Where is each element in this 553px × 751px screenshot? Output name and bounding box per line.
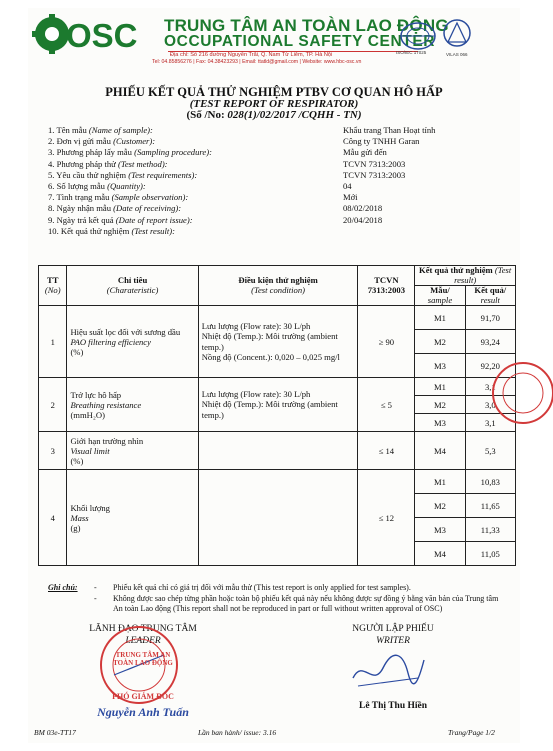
- col-result: Kết quả thử nghiệm (Test result): [415, 266, 516, 286]
- info-value: Mẫu gửi đến: [343, 147, 387, 158]
- row-sample: M4: [415, 432, 465, 470]
- iso-cert-icon: [400, 22, 436, 50]
- row-result: 93,24: [465, 330, 515, 354]
- row-result: 91,70: [465, 306, 515, 330]
- info-label-en: (Date of report issue):: [115, 214, 193, 225]
- col-tcvn: TCVN 7313:2003: [358, 266, 415, 306]
- row-result: 5,3: [465, 432, 515, 470]
- row-sample: M3: [415, 414, 465, 432]
- bullet-icon: -: [94, 594, 97, 603]
- info-row: [48, 147, 448, 158]
- row-result: 92,20: [465, 354, 515, 378]
- row-sample: M2: [415, 396, 465, 414]
- side-stamp: [485, 358, 553, 428]
- info-row: [48, 170, 448, 181]
- row-condition: Lưu lượng (Flow rate): 30 L/ph Nhiệt độ (Temp.): Môi trường (ambient temp.) Nồng độ (Concent.): 0,020 – 0,025 mg/l: [198, 306, 358, 378]
- row-sample: M1: [415, 378, 465, 396]
- sample-info-list: [48, 125, 448, 237]
- report-page: [28, 8, 520, 743]
- writer-signature: [348, 648, 428, 693]
- bullet-icon: -: [94, 583, 97, 592]
- row-condition: [198, 432, 358, 470]
- row-result: 3,0: [465, 396, 515, 414]
- row-sample: M2: [415, 494, 465, 518]
- row-tcvn: ≤ 14: [358, 432, 415, 470]
- row-tt: 4: [39, 470, 67, 566]
- info-label-en: (Date of receiving):: [113, 203, 182, 214]
- report-number-value: 028(1)/02/2017 /CQHH - TN): [227, 109, 362, 121]
- row-tcvn: ≤ 5: [358, 378, 415, 432]
- info-row: [48, 159, 448, 170]
- info-label: 7. Tình trạng mẫu: [48, 192, 110, 203]
- row-sample: M2: [415, 330, 465, 354]
- info-row: [48, 203, 448, 214]
- info-label-en: (Test requirements):: [128, 169, 198, 180]
- info-value: Khẩu trang Than Hoạt tính: [343, 125, 436, 135]
- row-sample: M4: [415, 542, 465, 566]
- info-label: 4. Phương pháp thử: [48, 158, 116, 169]
- row-item: Khối lượng Mass (g): [67, 470, 198, 566]
- row-tcvn: ≥ 90: [358, 306, 415, 378]
- info-label-en: (Test method):: [117, 158, 168, 169]
- info-row: [48, 226, 448, 237]
- info-label: 5. Yêu cầu thử nghiệm: [48, 169, 127, 180]
- row-tt: 3: [39, 432, 67, 470]
- row-item: Hiệu suất lọc đối với sương dầu PAO filtering efficiency (%): [67, 306, 198, 378]
- info-row: [48, 215, 448, 226]
- info-label: 9. Ngày trả kết quả: [48, 214, 114, 225]
- footer-issue: Lần ban hành/ issue: 3.16: [198, 728, 277, 737]
- org-name: TRUNG TÂM AN TOÀN LAO ĐỘNG: [164, 16, 449, 35]
- table-row: [39, 432, 516, 470]
- row-result: 11,05: [465, 542, 515, 566]
- logo-text: OSC: [66, 17, 138, 54]
- note-1: Phiếu kết quả chỉ có giá trị đối với mẫu thử (This test report is only applied for test samples).: [113, 583, 411, 592]
- row-result: 3,1: [465, 414, 515, 432]
- col-value: Kết quả/ result: [465, 286, 515, 306]
- org-contact: Tel: 04.85856276 | Fax: 04.38423293 | Email: ttatld@gmail.com | Website: www.hbc-osc.vn: [152, 59, 362, 65]
- leader-role: PHÓ GIÁM ĐỐC: [112, 692, 174, 701]
- col-item: Chỉ tiêu (Charateristic): [67, 266, 198, 306]
- col-tt: TT (No): [39, 266, 67, 306]
- row-sample: M1: [415, 306, 465, 330]
- info-value: TCVN 7313:2003: [343, 169, 406, 180]
- info-label-en: (Sampling procedure):: [134, 147, 212, 158]
- row-tt: 2: [39, 378, 67, 432]
- info-value: Công ty TNHH Garan: [343, 136, 420, 147]
- info-value: 20/04/2018: [343, 214, 383, 225]
- info-row: [48, 181, 448, 192]
- results-table: [38, 265, 516, 566]
- row-sample: M3: [415, 518, 465, 542]
- leader-name: Nguyễn Anh Tuấn: [97, 705, 189, 719]
- row-tt: 1: [39, 306, 67, 378]
- info-label-en: (Customer):: [113, 136, 156, 147]
- info-label: 1. Tên mẫu: [48, 125, 87, 135]
- info-label-en: (Sample observation):: [111, 192, 189, 203]
- row-result: 10,83: [465, 470, 515, 494]
- info-row: [48, 125, 448, 136]
- cert1-label: ISO/IEC 17025: [396, 50, 427, 55]
- row-result: 3,1: [465, 378, 515, 396]
- stamp-text: TRUNG TÂM AN TOÀN LAO ĐỘNG: [113, 651, 173, 667]
- osc-logo: [32, 14, 162, 54]
- info-row: [48, 192, 448, 203]
- table-row: [39, 306, 516, 330]
- info-value: 04: [343, 180, 352, 191]
- leader-title-en: LEADER: [125, 636, 161, 646]
- info-value: Mới: [343, 192, 358, 203]
- info-label: 6. Số lượng mẫu: [48, 180, 105, 191]
- row-item: Trở lực hô hấp Breathing resistance (mmH₂O): [67, 378, 198, 432]
- note-2: Không được sao chép từng phần hoặc toàn bộ phiếu kết quả này nếu không được sự đồng ý bằng văn bản của Trung tâm An toàn Lao động (This report shall not be reproduced in part or full without written approval of OSC): [113, 594, 499, 613]
- footer-page: Trang/Page 1/2: [448, 728, 495, 737]
- writer-title: NGƯỜI LẬP PHIẾU: [352, 624, 434, 634]
- report-number: [28, 109, 520, 121]
- info-label: 2. Đơn vị gửi mẫu: [48, 136, 111, 147]
- footer-code: BM 03e-TT17: [34, 728, 76, 737]
- report-title-en: (TEST REPORT OF RESPIRATOR): [189, 98, 359, 110]
- report-number-prefix: (Số /No:: [186, 109, 225, 121]
- row-result: 11,33: [465, 518, 515, 542]
- row-condition: [198, 470, 358, 566]
- writer-name: Lê Thị Thu Hiền: [358, 701, 428, 711]
- report-title: PHIẾU KẾT QUẢ THỬ NGHIỆM PTBV CƠ QUAN HÔ HẤP: [105, 85, 443, 99]
- row-result: 11,65: [465, 494, 515, 518]
- info-label-en: (Quantity):: [107, 180, 146, 191]
- table-row: [39, 378, 516, 396]
- notes-label: Ghi chú:: [48, 583, 78, 592]
- info-label: 10. Kết quả thử nghiệm: [48, 225, 130, 236]
- row-sample: M1: [415, 470, 465, 494]
- table-row: [39, 470, 516, 494]
- col-condition: Điều kiện thử nghiệm (Test condition): [198, 266, 358, 306]
- row-sample: M3: [415, 354, 465, 378]
- leader-title: LÃNH ĐẠO TRUNG TÂM: [89, 624, 197, 634]
- info-row: [48, 136, 448, 147]
- org-address: Địa chỉ: Số 216 đường Nguyễn Trãi, Q. Nam Từ Liêm, TP. Hà Nội: [170, 52, 333, 58]
- info-label-en: (Name of sample):: [88, 125, 153, 135]
- info-label: 8. Ngày nhận mẫu: [48, 203, 112, 214]
- info-label-en: (Test result):: [131, 225, 175, 236]
- table-header-row: [39, 266, 516, 286]
- col-sample: Mẫu/ sample: [415, 286, 465, 306]
- info-value: 08/02/2018: [343, 203, 383, 214]
- row-tcvn: ≤ 12: [358, 470, 415, 566]
- cert2-label: VILAS 066: [446, 52, 468, 57]
- info-value: TCVN 7313:2003: [343, 158, 406, 169]
- org-name-en: OCCUPATIONAL SAFETY CENTER: [164, 33, 436, 50]
- row-item: Giới hạn trường nhìn Visual limit (%): [67, 432, 198, 470]
- row-condition: Lưu lượng (Flow rate): 30 L/ph Nhiệt độ (Temp.): Môi trường (ambient temp.): [198, 378, 358, 432]
- info-label: 3. Phương pháp lấy mẫu: [48, 147, 132, 158]
- writer-title-en: WRITER: [376, 636, 410, 646]
